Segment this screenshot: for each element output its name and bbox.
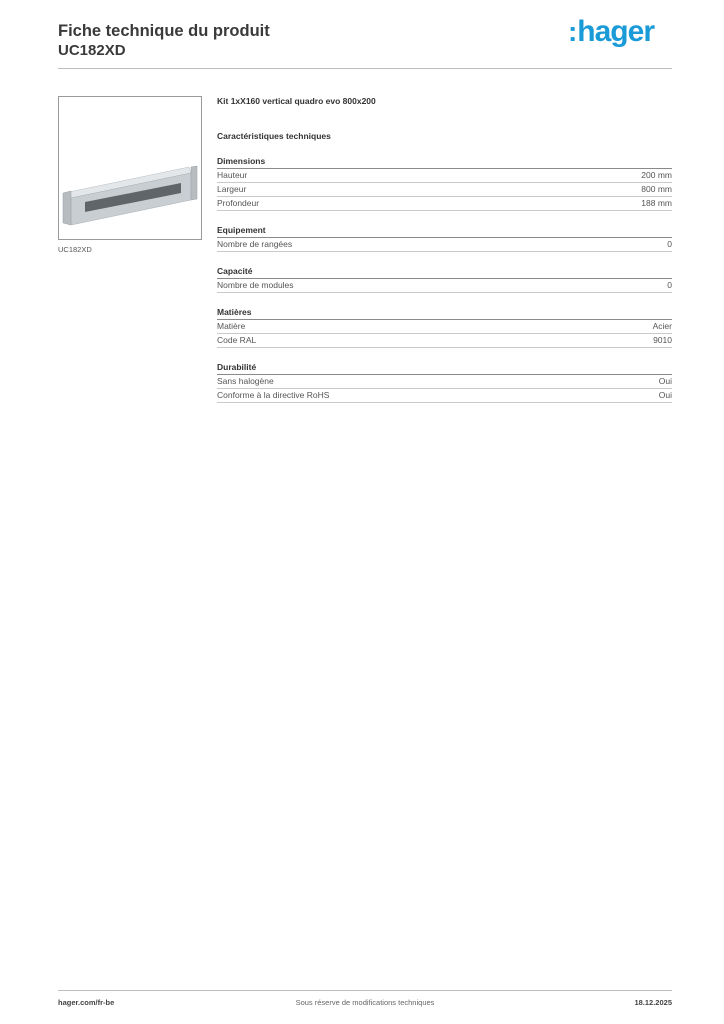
spec-value: 200 mm bbox=[641, 170, 672, 180]
header-divider bbox=[58, 68, 672, 69]
group-title: Capacité bbox=[217, 266, 672, 279]
spec-group-capacite bbox=[217, 266, 672, 293]
spec-label: Nombre de modules bbox=[217, 280, 294, 290]
logo-colon-icon: : bbox=[567, 16, 577, 47]
spec-label: Profondeur bbox=[217, 198, 260, 208]
spec-row bbox=[217, 238, 672, 252]
spec-row bbox=[217, 320, 672, 334]
spec-row bbox=[217, 279, 672, 293]
spec-value: Oui bbox=[658, 376, 672, 386]
group-title: Dimensions bbox=[217, 156, 672, 169]
section-title: Caractéristiques techniques bbox=[217, 131, 331, 141]
spec-value: 800 mm bbox=[641, 184, 672, 194]
spec-label: Conforme à la directive RoHS bbox=[217, 390, 330, 400]
spec-value: 9010 bbox=[653, 335, 672, 345]
spec-value: Acier bbox=[652, 321, 672, 331]
spec-value: 188 mm bbox=[641, 198, 672, 208]
brand-name: hager bbox=[577, 15, 654, 48]
footer-date: 18.12.2025 bbox=[634, 998, 672, 1007]
spec-label: Hauteur bbox=[217, 170, 248, 180]
spec-group-dimensions bbox=[217, 156, 672, 211]
document-title: Fiche technique du produit bbox=[58, 22, 270, 40]
spec-row bbox=[217, 375, 672, 389]
product-name: Kit 1xX160 vertical quadro evo 800x200 bbox=[217, 96, 376, 106]
spec-value: 0 bbox=[667, 280, 672, 290]
product-reference: UC182XD bbox=[58, 42, 126, 59]
footer-notice: Sous réserve de modifications techniques bbox=[295, 998, 435, 1007]
group-title: Equipement bbox=[217, 225, 672, 238]
spec-group-equipement bbox=[217, 225, 672, 252]
spec-label: Matière bbox=[217, 321, 246, 331]
footer-divider bbox=[58, 990, 672, 991]
spec-value: 0 bbox=[667, 239, 672, 249]
page-header bbox=[58, 20, 270, 60]
footer-url-link[interactable]: hager.com/fr-be bbox=[58, 998, 115, 1007]
group-title: Durabilité bbox=[217, 362, 672, 375]
spec-row bbox=[217, 334, 672, 348]
spec-label: Code RAL bbox=[217, 335, 257, 345]
group-title: Matières bbox=[217, 307, 672, 320]
spec-group-matieres bbox=[217, 307, 672, 348]
hager-logo bbox=[568, 16, 654, 48]
product-image bbox=[58, 96, 202, 240]
image-caption: UC182XD bbox=[58, 245, 92, 254]
spec-row bbox=[217, 183, 672, 197]
spec-group-durabilite bbox=[217, 362, 672, 403]
specifications bbox=[217, 96, 672, 417]
spec-label: Nombre de rangées bbox=[217, 239, 293, 249]
spec-label: Sans halogène bbox=[217, 376, 274, 386]
spec-row bbox=[217, 169, 672, 183]
product-panel-icon bbox=[59, 97, 201, 239]
spec-value: Oui bbox=[658, 390, 672, 400]
spec-label: Largeur bbox=[217, 184, 247, 194]
spec-row bbox=[217, 197, 672, 211]
spec-row bbox=[217, 389, 672, 403]
